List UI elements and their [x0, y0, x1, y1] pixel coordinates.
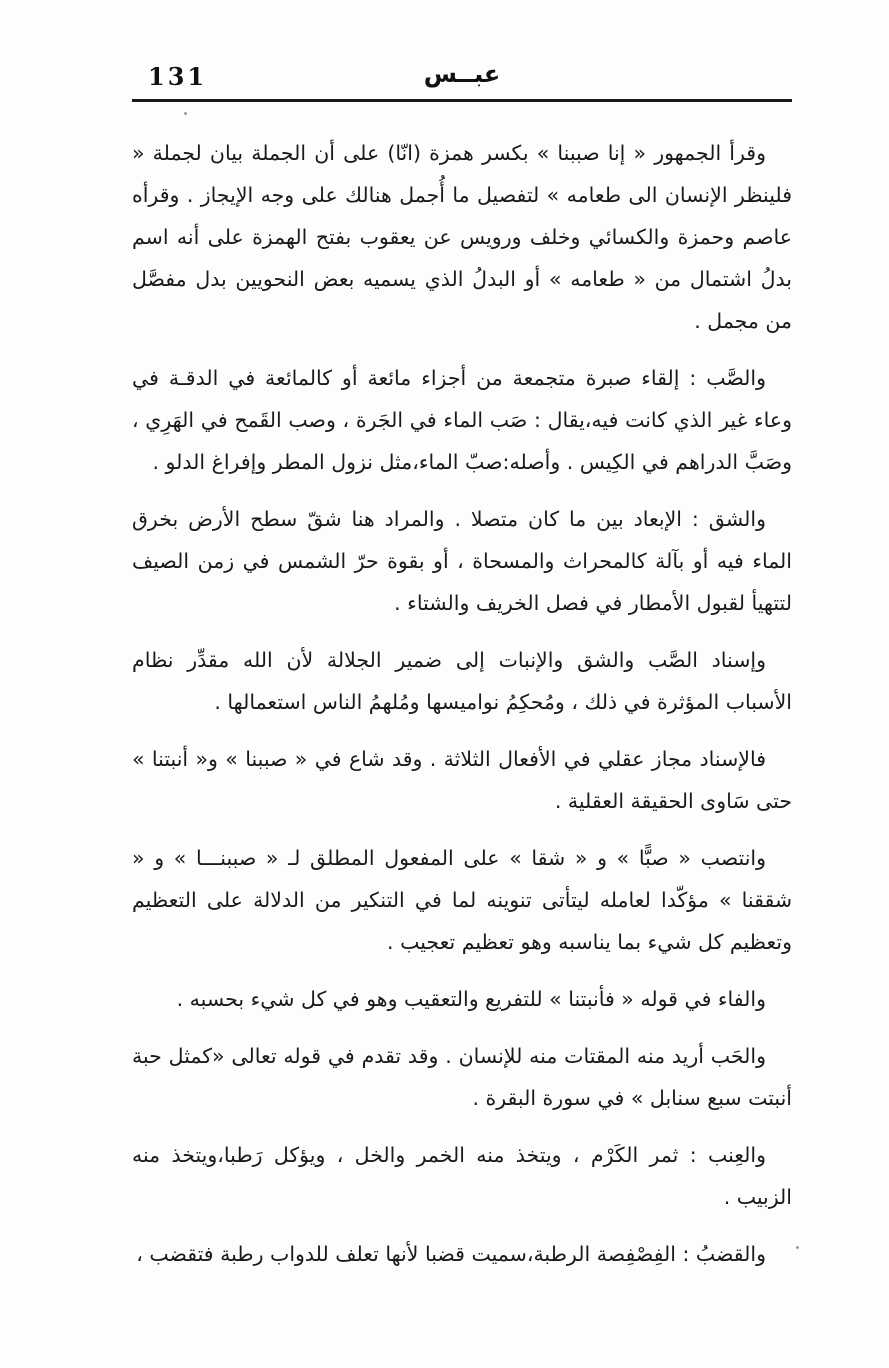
- paragraph: والعِنب : ثمر الكَرْم ، ويتخذ منه الخمر والخل ، ويؤكل رَطبا،ويتخذ منه الزبيب .: [132, 1143, 792, 1209]
- paragraph: وإسناد الصَّب والشق والإنبات إلى ضمير الجلالة لأن الله مقدِّر نظام الأسباب المؤثرة في ذلك ، ومُحكِمُ نواميسها ومُلهمُ الناس استعمالها .: [132, 648, 792, 714]
- page-header: [132, 60, 792, 96]
- running-title: عبــس: [423, 60, 501, 88]
- paragraph: والصَّب : إلقاء صبرة متجمعة من أجزاء مائعة أو كالمائعة في الدقـة في وعاء غير الذي كانت فيه،يقال : صَب الماء في الجَرة ، وصب القَمح في الهَرِي ، وصَبَّ الدراهم في الكِيس . وأصله:صبّ الماء،مثل نزول المطر وإفراغ الدلو .: [132, 366, 792, 474]
- paragraph: والشق : الإبعاد بين ما كان متصلا . والمراد هنا شقّ سطح الأرض بخرق الماء فيه أو بآلة كالمحراث والمسحاة ، أو بقوة حرّ الشمس في زمن الصيف لتتهيأ لقبول الأمطار في فصل الخريف والشتاء .: [132, 507, 792, 615]
- paragraph: وقرأ الجمهور « إنا صببنا » بكسر همزة (انّا) على أن الجملة بيان لجملة « فلينظر الإنسان الى طعامه » لتفصيل ما أُجمل هنالك على وجه الإيجاز . وقرأه عاصم وحمزة والكسائي وخلف ورويس عن يعقوب بفتح الهمزة على أنه اسم بدلُ اشتمال من « طعامه » أو البدلُ الذي يسميه بعض النحويين بدل مفصَّل من مجمل .: [132, 141, 792, 333]
- paragraph: فالإسناد مجاز عقلي في الأفعال الثلاثة . وقد شاع في « صببنا » و« أنبتنا » حتى سَاوى الحقيقة العقلية .: [132, 747, 792, 813]
- scan-speck: [184, 112, 187, 115]
- paragraph: والقضبُ : الفِصْفِصة الرطبة،سميت قضبا لأنها تعلف للدواب رطبة فتقضب ،: [136, 1242, 766, 1266]
- page-number: 131: [148, 62, 208, 91]
- paragraph: والفاء في قوله « فأنبتنا » للتفريع والتعقيب وهو في كل شيء بحسبه .: [176, 987, 766, 1011]
- body-text: [132, 132, 792, 1290]
- paragraph: وانتصب « صبًّا » و « شقا » على المفعول المطلق لـ « صببنـــا » و « شققنا » مؤكّدا لعامله ليتأتى تنوينه لما في التنكير من الدلالة على التعظيم وتعظيم كل شيء بما يناسبه وهو تعظيم تعجيب .: [132, 846, 792, 954]
- paragraph: والحَب أريد منه المقتات منه للإنسان . وقد تقدم في قوله تعالى «كمثل حبة أنبتت سبع سنابل » في سورة البقرة .: [132, 1044, 792, 1110]
- header-rule: [132, 99, 792, 102]
- scan-speck: [796, 1246, 799, 1249]
